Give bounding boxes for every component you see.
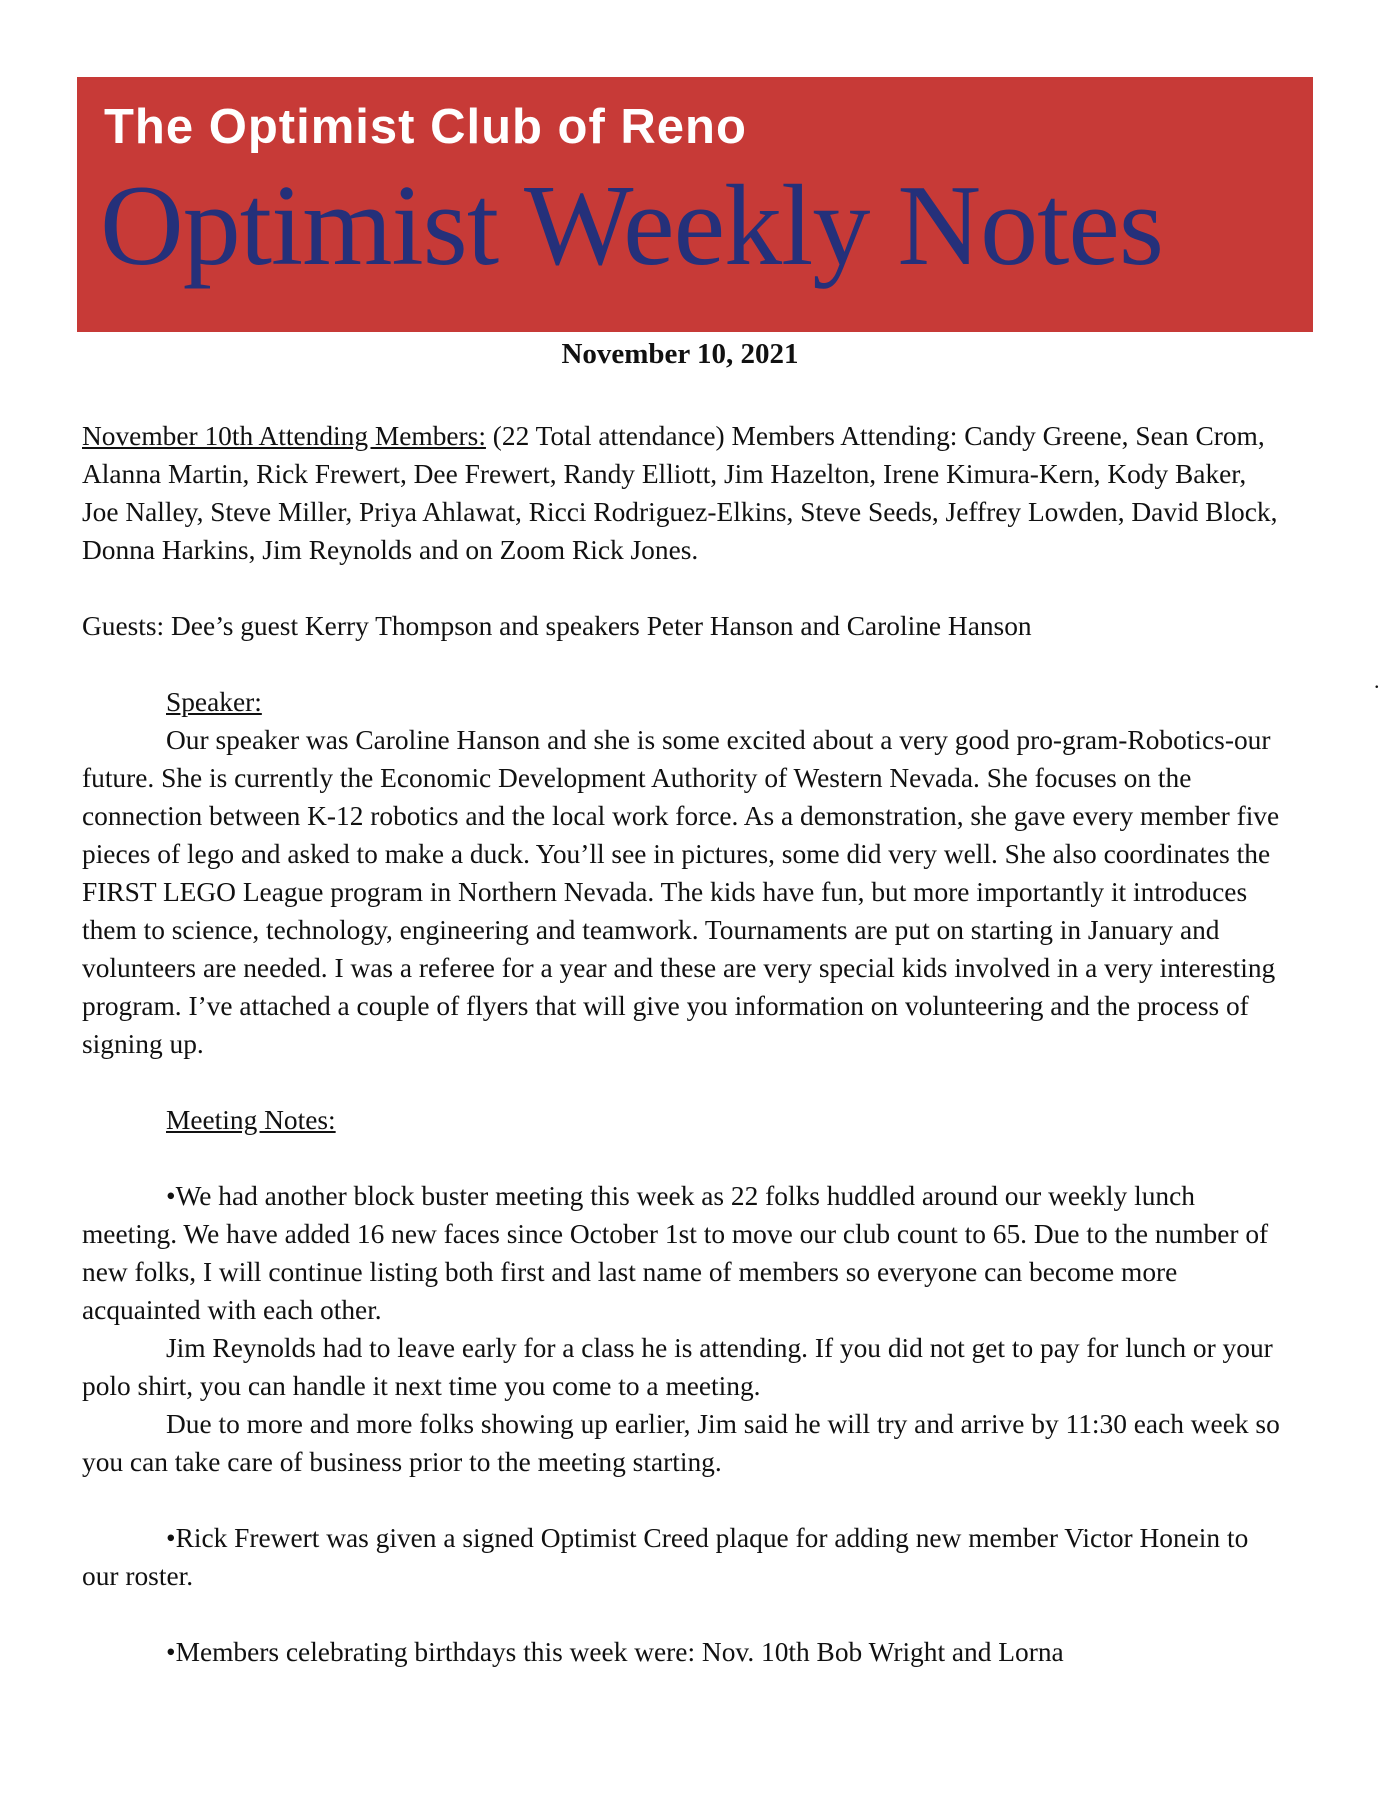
meeting-note-5: •Members celebrating birthdays this week were: Nov. 10th Bob Wright and Lorna	[166, 1637, 1064, 1667]
attendance-text: (22 Total attendance) Members Attending: Candy Greene, Sean Crom, Alanna Martin, Rick Frewert, Dee Frewert, Randy Elliott, Jim Hazelton, Irene Kimura-Kern, Kody Baker, Joe Nalley, Steve Miller, Priya Ahlawat, Ricci Rodriguez-Elkins, Steve Seeds, Jeffrey Lowden, David Block, Donna Harkins, Jim Reynolds and on Zoom Rick Jones.	[82, 421, 1278, 565]
newsletter-masthead: Optimist Weekly Notes	[100, 162, 1163, 290]
attendance-paragraph	[82, 417, 1287, 569]
attendance-label: November 10th Attending Members:	[82, 421, 486, 451]
meeting-note-2: Jim Reynolds had to leave early for a class he is attending. If you did not get to pay for lunch or your polo shirt, you can handle it next time you come to a meeting.	[82, 1333, 1273, 1401]
club-name: The Optimist Club of Reno	[104, 100, 747, 154]
meeting-notes-heading: Meeting Notes:	[166, 1105, 336, 1135]
meeting-notes-heading-line	[82, 1101, 1287, 1139]
speaker-heading: Speaker:	[166, 687, 262, 717]
newsletter-body	[82, 417, 1287, 1671]
meeting-note-4: •Rick Frewert was given a signed Optimist Creed plaque for adding new member Victor Honein to our roster.	[82, 1523, 1249, 1591]
guests-paragraph: Guests: Dee’s guest Kerry Thompson and speakers Peter Hanson and Caroline Hanson	[82, 611, 1032, 641]
issue-date: November 10, 2021	[561, 338, 799, 370]
stray-mark: .	[1374, 668, 1380, 693]
meeting-note-3: Due to more and more folks showing up earlier, Jim said he will try and arrive by 11:30 each week so you can take care of business prior to the meeting starting.	[82, 1409, 1280, 1477]
speaker-heading-line	[82, 683, 1287, 721]
meeting-note-1: •We had another block buster meeting this week as 22 folks huddled around our weekly lunch meeting. We have added 16 new faces since October 1st to move our club count to 65. Due to the number of new folks, I will continue listing both first and last name of members so everyone can become more acquainted with each other.	[82, 1181, 1269, 1325]
speaker-paragraph: Our speaker was Caroline Hanson and she is some excited about a very good pro-gram-Robotics-our future. She is currently the Economic Development Authority of Western Nevada. She focuses on the connection between K-12 robotics and the local work force. As a demonstration, she gave every member five pieces of lego and asked to make a duck. You’ll see in pictures, some did very well. She also coordinates the FIRST LEGO League program in Northern Nevada. The kids have fun, but more importantly it introduces them to science, technology, engineering and teamwork. Tournaments are put on starting in January and volunteers are needed. I was a referee for a year and these are very special kids involved in a very interesting program. I’ve attached a couple of flyers that will give you information on volunteering and the process of signing up.	[82, 725, 1280, 1059]
